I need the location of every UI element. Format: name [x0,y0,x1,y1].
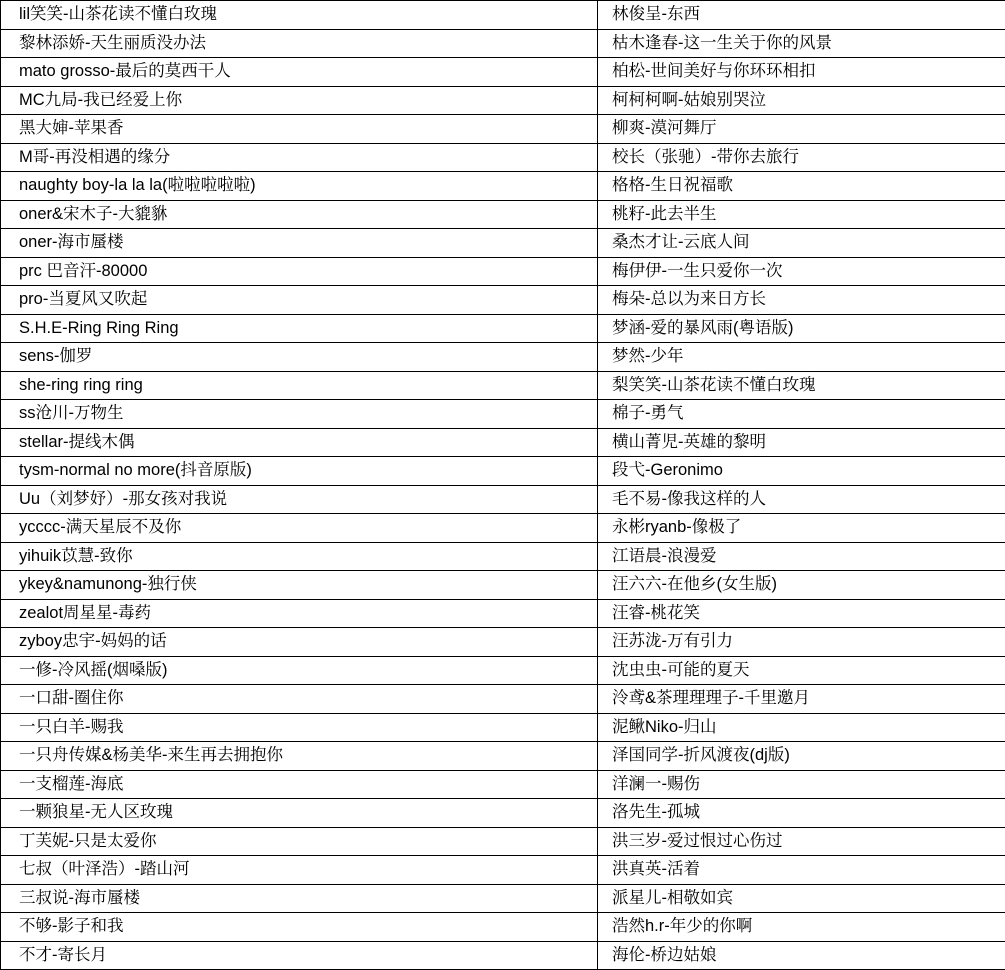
song-cell-left: 一只舟传媒&杨美华-来生再去拥抱你 [1,742,598,771]
song-cell-left: ss沧川-万物生 [1,400,598,429]
song-cell-left: MC九局-我已经爱上你 [1,86,598,115]
table-row [1,229,1005,258]
table-row [1,400,1005,429]
table-row [1,314,1005,343]
table-row [1,371,1005,400]
song-cell-left: 不才-寄长月 [1,941,598,970]
song-cell-left: she-ring ring ring [1,371,598,400]
song-cell-right: 枯木逢春-这一生关于你的风景 [598,29,1005,58]
table-row [1,628,1005,657]
table-row [1,428,1005,457]
song-cell-right: 梦然-少年 [598,343,1005,372]
song-cell-left: 丁芙妮-只是太爱你 [1,827,598,856]
table-row [1,799,1005,828]
table-row [1,58,1005,87]
song-cell-left: 一修-冷风摇(烟嗓版) [1,656,598,685]
song-cell-right: 桃籽-此去半生 [598,200,1005,229]
table-row [1,856,1005,885]
song-cell-left: oner&宋木子-大貔貅 [1,200,598,229]
song-cell-right: 洋澜一-赐伤 [598,770,1005,799]
table-row [1,514,1005,543]
song-cell-right: 洛先生-孤城 [598,799,1005,828]
table-row [1,485,1005,514]
table-row [1,457,1005,486]
song-list-body [1,1,1005,970]
song-cell-left: S.H.E-Ring Ring Ring [1,314,598,343]
song-cell-right: 泽国同学-折风渡夜(dj版) [598,742,1005,771]
song-cell-left: 一只白羊-赐我 [1,713,598,742]
song-cell-left: 一支榴莲-海底 [1,770,598,799]
table-row [1,913,1005,942]
song-cell-left: naughty boy-la la la(啦啦啦啦啦) [1,172,598,201]
table-row [1,656,1005,685]
song-cell-right: 格格-生日祝福歌 [598,172,1005,201]
song-cell-left: 一颗狼星-无人区玫瑰 [1,799,598,828]
table-row [1,172,1005,201]
table-row [1,884,1005,913]
song-cell-right: 汪苏泷-万有引力 [598,628,1005,657]
song-cell-left: ykey&namunong-独行侠 [1,571,598,600]
table-row [1,29,1005,58]
table-row [1,571,1005,600]
song-cell-left: tysm-normal no more(抖音原版) [1,457,598,486]
song-cell-left: 七叔（叶泽浩）-踏山河 [1,856,598,885]
song-cell-right: 梨笑笑-山茶花读不懂白玫瑰 [598,371,1005,400]
song-cell-left: sens-伽罗 [1,343,598,372]
song-cell-left: Uu（刘梦妤）-那女孩对我说 [1,485,598,514]
song-cell-left: stellar-提线木偶 [1,428,598,457]
song-cell-right: 棉子-勇气 [598,400,1005,429]
song-cell-left: zealot周星星-毒药 [1,599,598,628]
song-cell-left: yihuik苡慧-致你 [1,542,598,571]
table-row [1,685,1005,714]
song-cell-right: 横山菁児-英雄的黎明 [598,428,1005,457]
song-cell-right: 梅朵-总以为来日方长 [598,286,1005,315]
song-cell-left: zyboy忠宇-妈妈的话 [1,628,598,657]
table-row [1,827,1005,856]
song-cell-right: 柯柯柯啊-姑娘别哭泣 [598,86,1005,115]
song-cell-right: 浩然h.r-年少的你啊 [598,913,1005,942]
table-row [1,599,1005,628]
table-row [1,343,1005,372]
song-cell-left: oner-海市蜃楼 [1,229,598,258]
song-cell-left: ycccc-满天星辰不及你 [1,514,598,543]
song-cell-right: 柏松-世间美好与你环环相扣 [598,58,1005,87]
song-cell-left: prc 巴音汗-80000 [1,257,598,286]
song-cell-right: 梅伊伊-一生只爱你一次 [598,257,1005,286]
song-cell-right: 洪三岁-爱过恨过心伤过 [598,827,1005,856]
song-cell-right: 段弋-Geronimo [598,457,1005,486]
song-cell-right: 海伦-桥边姑娘 [598,941,1005,970]
song-cell-right: 沈虫虫-可能的夏天 [598,656,1005,685]
song-cell-right: 派星儿-相敬如宾 [598,884,1005,913]
song-cell-left: 三叔说-海市蜃楼 [1,884,598,913]
song-cell-right: 永彬ryanb-像极了 [598,514,1005,543]
song-cell-left: lil笑笑-山茶花读不懂白玫瑰 [1,1,598,30]
song-cell-left: 黎林添娇-天生丽质没办法 [1,29,598,58]
table-row [1,770,1005,799]
song-cell-right: 洪真英-活着 [598,856,1005,885]
song-cell-right: 泥鳅Niko-归山 [598,713,1005,742]
song-cell-right: 泠鸢&茶理理理子-千里邀月 [598,685,1005,714]
table-row [1,143,1005,172]
table-row [1,286,1005,315]
song-cell-left: mato grosso-最后的莫西干人 [1,58,598,87]
table-row [1,257,1005,286]
song-cell-right: 江语晨-浪漫爱 [598,542,1005,571]
song-cell-left: M哥-再没相遇的缘分 [1,143,598,172]
table-row [1,200,1005,229]
song-cell-left: 一口甜-圈住你 [1,685,598,714]
song-cell-left: 黑大婶-苹果香 [1,115,598,144]
table-row [1,713,1005,742]
table-row [1,542,1005,571]
table-row [1,86,1005,115]
table-row [1,1,1005,30]
song-cell-left: 不够-影子和我 [1,913,598,942]
song-cell-right: 汪睿-桃花笑 [598,599,1005,628]
song-cell-right: 校长（张驰）-带你去旅行 [598,143,1005,172]
table-row [1,941,1005,970]
song-cell-left: pro-当夏风又吹起 [1,286,598,315]
table-row [1,115,1005,144]
song-cell-right: 桑杰才让-云底人间 [598,229,1005,258]
song-cell-right: 林俊呈-东西 [598,1,1005,30]
song-cell-right: 梦涵-爱的暴风雨(粤语版) [598,314,1005,343]
song-cell-right: 柳爽-漠河舞厅 [598,115,1005,144]
table-row [1,742,1005,771]
song-cell-right: 毛不易-像我这样的人 [598,485,1005,514]
song-cell-right: 汪六六-在他乡(女生版) [598,571,1005,600]
